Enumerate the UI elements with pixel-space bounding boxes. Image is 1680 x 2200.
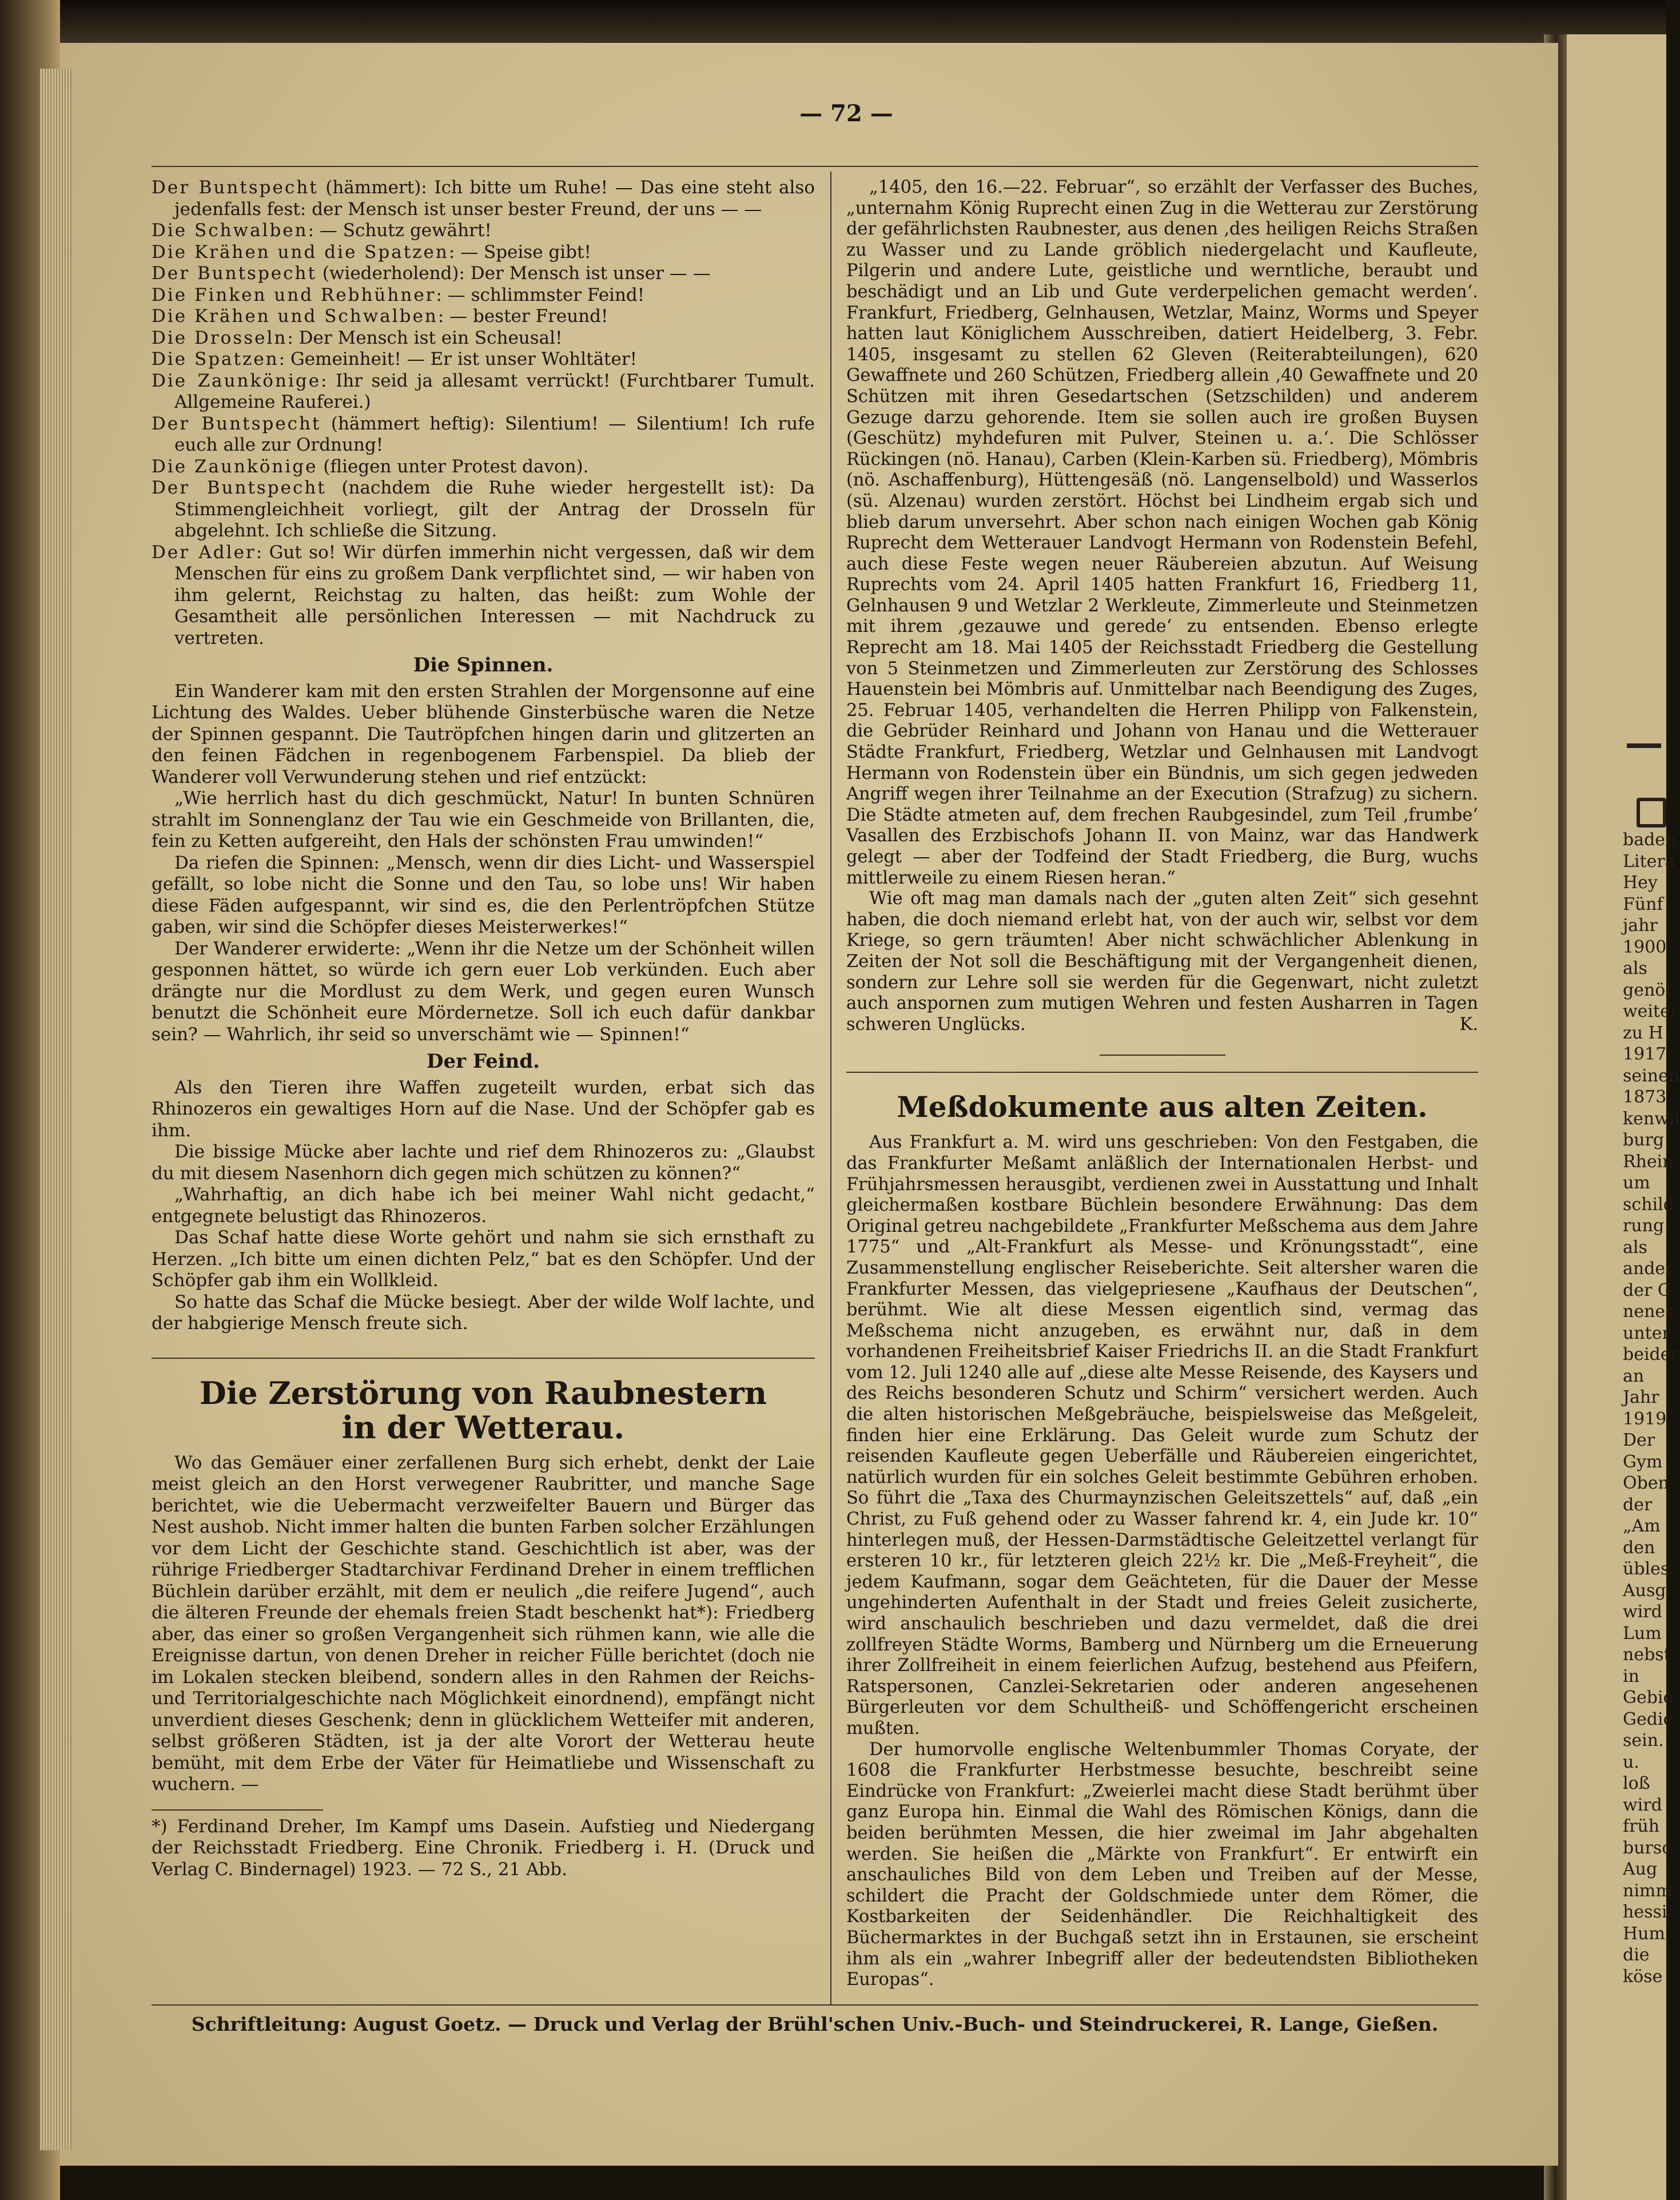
next-page-fragment: Gym [1623,1451,1663,1472]
paragraph: Die bissige Mücke aber lachte und rief dem Rhinozeros zu: „Glaubst du mit diesem Nasenhorn dich gegen mich schützen zu können?“ [152,1141,815,1184]
next-page-fragment: Fünf [1623,894,1663,914]
dialogue-speaker: Der Buntspecht [152,263,317,284]
next-page-fragment: Ausg [1623,1580,1666,1601]
section-separator-long [846,1072,1478,1073]
feind-text [152,1077,815,1335]
next-page-fragment: wird [1623,1602,1662,1622]
next-page-fragment: nenes [1623,1302,1674,1322]
next-page-fragment: 1917 [1623,1044,1667,1064]
next-page-fragment: kenwil [1623,1108,1680,1129]
next-page-fragment: zu H [1623,1023,1663,1043]
next-page-fragment: als [1623,958,1647,978]
footer-rule [152,2004,1478,2006]
next-page-fragment: burg [1623,1130,1665,1150]
next-page-fragment: Oben [1623,1473,1669,1493]
dialogue-text: : — Speise gibt! [448,241,591,262]
page-number: — 72 — [799,100,893,127]
next-page-fragment: u. [1623,1752,1639,1772]
next-page-fragment: wird [1623,1795,1662,1815]
dialogue-text: : — schlimmster Feind! [436,284,645,305]
next-page-fragment: früh [1623,1816,1660,1836]
left-column [152,177,815,1880]
next-page-fragment: 1919 [1623,1409,1667,1429]
dialogue-text: : Gut so! Wir dürfen immerhin nicht vergessen, daß wir dem Menschen für eins zu großem Dank verpflichtet sind, — wir haben von ihm gelernt, Reichstag zu halten, das heißt: zum Wohle der Gesamtheit alle persönlichen Interessen — mit Nachdruck zu vertreten. [174,542,815,649]
article-body: Wo das Gemäuer einer zerfallenen Burg sich erhebt, denkt der Laie meist gleich an den Horst verwegener Raubritter, und manche Sage berichtet, wie die Uebermacht verzweifelter Bauern und Bürger das Nest aushob. Nicht immer halten die bunten Farben solcher Erzählungen vor dem Licht der Geschichte stand. Geschichtlich ist aber, was der rührige Friedberger Stadtarchivar Ferdinand Dreher in einem trefflichen Büchlein darüber erzählt, mit dem er neulich „die reifere Jugend“, auch die älteren Freunde der ehemals freien Stadt beschenkt hat*): Friedberg aber, das einer so großen Vergangenheit sich rühmen kann, wie alle die Ereignisse dartun, von denen Dreher in reicher Fülle berichtet (doch nie im Lokalen stecken bleibend, sondern alles in den Rahmen der Reichs- und Territorialgeschichte nach Möglichkeit einordnend), empfängt nicht unverdient dieses Geschenk; denn in glücklichem Wetteifer mit anderen, selbst größeren Städten, ist ja der alte Vorort der Wetterau heute bemüht, mit dem Erbe der Väter für Heimatliebe und Wissenschaft zu wuchern. — [152,1452,815,1795]
article-title-messdokumente: Meßdokumente aus alten Zeiten. [897,1090,1428,1124]
right-column [846,177,1478,1991]
article-continued-paragraph: „1405, den 16.—22. Februar“, so erzählt der Verfasser des Buches, „unternahm König Ruprecht einen Zug in die Wetterau zur Zerstörung der gefährlichsten Raubnester, aus denen ‚des heiligen Reichs Straßen zu Wasser und zu Lande gröblich niedergelacht und Kaufleute, Pilgerin und andere Lute, geistliche und werntliche, beraubt und beschädigt und an Lib und Gute verderpelichen gemacht werden‘. Frankfurt, Friedberg, Gelnhausen, Wetzlar, Mainz, Worms und Speyer hatten laut Königlichem Ausschreiben, datiert Heidelberg, 3. Febr. 1405, insgesamt zu stellen 62 Gleven (Reiterabteilungen), 620 Gewaffnete und 260 Schützen, Friedberg allein ‚40 Gewaffnete und 20 Schützen mit ihren Gesedartschen (Setzschilden) und anderem Gezuge darzu gehorende. Item sie sollen auch ire großen Buysen (Geschütz) myhdefuren mit Pulver, Steinen u. a.‘. Die Schlösser Rückingen (nö. Hanau), Carben (Klein-Karben sü. Friedberg), Mömbris (nö. Aschaffenburg), Hüttengesäß (nö. Langenselbold) und Wasserlos (sü. Alzenau) wurden zerstört. Höchst bei Lindheim ergab sich und blieb darum unversehrt. Aber schon nach einigen Wochen gab König Ruprecht dem Wetterauer Landvogt Hermann von Rodenstein Befehl, auch diese Feste wegen neuer Räubereien abzutun. Auf Weisung Ruprechts vom 24. April 1405 hatten Frankfurt 16, Friedberg 11, Gelnhausen 9 und Wetzlar 2 Werkleute, Zimmerleute und Steinmetzen mit ihrem ‚gezauwe und gerede‘ zu entsenden. Ebenso erlegte Reprecht am 18. Mai 1405 der Reichsstadt Friedberg die Gestellung von 5 Steinmetzen und Zimmerleuten zur Zerstörung des Schlosses Hauenstein bei Mömbris auf. Unmittelbar nach Beendigung des Zuges, 25. Februar 1405, verhandelten die Herren Philipp von Falkenstein, die Gebrüder Reinhard und Johann von Hanau und die Wetterauer Städte Frankfurt, Friedberg, Wetzlar und Gelnhausen mit Landvogt Hermann von Rodenstein über ein Bündnis, um sich gegen jedweden Angriff wegen ihrer Teilnahme an der Execution (Strafzug) zu sichern. Die Städte atmeten auf, dem frechen Raubgesindel, zum Teil ‚frumbe‘ Vasallen des Erzbischofs Johann II. von Mainz, war das Handwerk gelegt — aber der Todfeind der Stadt Friedberg, die Burg, wuchs mittlerweile zu einem Riesen heran.“ [846,177,1478,888]
next-page-fragment: an [1623,1366,1645,1386]
section-separator-short [1100,1055,1225,1056]
next-page-fragment: sein. [1623,1730,1664,1751]
next-page-fragment: als [1623,1237,1647,1258]
next-page-fragment: nebst [1623,1645,1671,1665]
dialogue-speaker: Der Buntspecht [152,478,327,498]
article-closing-paragraph [846,889,1478,1035]
dialogue-text: (nachdem die Ruhe wieder hergestellt ist): Da Stimmengleichheit vorliegt, gilt der Antrag der Drosseln für abgelehnt. Ich schließe die Sitzung. [174,478,815,541]
column-divider [830,172,831,2004]
dialogue-text: : — bester Freund! [437,306,608,327]
article-title-line-1: Die Zerstörung von Raubnestern [199,1374,767,1411]
paragraph: „Wahrhaftig, an dich habe ich bei meiner Wahl nicht gedacht,“ entgegnete belustigt das Rhinozeros. [152,1184,815,1227]
dialogue-line [152,242,815,264]
spinnen-text [152,681,815,1046]
next-page-fragment: Litera [1623,851,1675,872]
dialogue-line [152,220,815,242]
dialogue-speaker: Der Buntspecht [152,413,321,434]
next-page-fragment: schild [1623,1194,1674,1215]
next-page-fragment: „Am [1623,1516,1661,1536]
messdokumente-paragraph-2: Der humorvolle englische Weltenbummler Thomas Coryate, der 1608 die Frankfurter Herbstmesse besuchte, beschreibt seine Eindrücke von Frankfurt: „Zweierlei macht diese Stadt berühmt über ganz Europa hin. Einmal die Wahl des Römischen Königs, dann die beiden berühmten Messen, die hier zweimal im Jahr abgehalten werden. Sie heißen die „Märkte von Frankfurt“. Er entwirft ein anschauliches Bild von dem Leben und Treiben auf der Messe, schildert die Pracht der Goldschmiede unter dem Römer, die Kostbarkeiten der Seidenhändler. Die Reichhaltigkeit des Büchermarktes in der Buchgaß setzt ihn in Erstaunen, sie erscheint ihm als ein „wahrer Inbegriff aller der bedeutendsten Bibliotheken Europas“. [846,1739,1478,1990]
paragraph: So hatte das Schaf die Mücke besiegt. Aber der wilde Wolf lachte, und der habgierige Mensch freute sich. [152,1291,815,1334]
next-page-fragment: Hum [1623,1923,1665,1944]
next-page-fragment: den [1623,1537,1655,1558]
next-page-fragment: der G [1623,1280,1671,1300]
paragraph: Als den Tieren ihre Waffen zugeteilt wurden, erbat sich das Rhinozeros ein gewaltiges Horn auf die Nase. Und der Schöpfer gab es ihm. [152,1077,815,1141]
next-page-fragment: Lum [1623,1623,1662,1644]
next-page-fragment: ander [1623,1259,1674,1279]
footnote-rule [152,1809,323,1811]
dialogue-text: (hämmert heftig): Silentium! — Silentium! Ich rufe euch alle zur Ordnung! [174,413,815,455]
next-page-heading-fragment-1 [1627,743,1661,782]
section-title-spinnen: Die Spinnen. [413,654,554,677]
next-page-fragment: 1873 [1623,1087,1667,1107]
next-page-fragment: Gebie [1623,1688,1674,1708]
next-page-fragment: die [1623,1945,1650,1965]
next-page-fragment: loß [1623,1773,1650,1793]
next-page-fragment: 1900 [1623,937,1667,957]
dialogue-speaker: Die Finken und Rebhühner [152,284,436,305]
next-page-fragment: Der [1623,1430,1655,1450]
next-page-fragment: Rhein [1623,1151,1674,1172]
next-page-fragment: Aug [1623,1859,1658,1879]
dialogue-line [152,177,815,220]
next-page-heading-fragment-2 [1637,798,1666,828]
messdokumente-paragraph-1: Aus Frankfurt a. M. wird uns geschrieben: Von den Festgaben, die das Frankfurter Meßamt anläßlich der Internationalen Herbst- und Frühjahrsmessen herausgibt, verdienen zwei in Ausstattung und Inhalt gleichermaßen kostbare Büchlein besondere Erwähnung: Das dem Original getreu nachgebildete „Frankfurter Meßschema aus dem Jahre 1775“ und „Alt-Frankfurt als Messe- und Krönungsstadt“, eine Zusammenstellung englischer Reiseberichte. Seit altersher waren die Frankfurter Messen, das vielgepriesene „Kaufhaus der Deutschen“, berühmt. Wie alt diese Messen eigentlich sind, vermag das Meßschema nicht anzugeben, es erwähnt nur, daß in dem vorhandenen Freiheitsbrief Kaiser Friedrichs II. an die Stadt Frankfurt vom 12. Juli 1240 alle auf „diese alte Messe Reisende, des Kaysers und des Reichs besonderen Schutz und Schirm“ versichert werden. Auch die alten historischen Meßgebräuche, beispielsweise das Meßgeleit, finden hier eine Erklärung. Das Geleit wurde zum Schutz der reisenden Kaufleute gegen Ueberfälle und Räubereien eingerichtet, natürlich wurden für ein solches Geleit bestimmte Gebühren erhoben. So führt die „Taxa des Churmaynzischen Geleitszettels“ auf, daß „ein Christ, zu Fuß gehend oder zu Wasser fahrend kr. 4, ein Jude kr. 10“ hinterlegen muß, der Hessen-Darmstädtische Geleitzettel verlangt für ersteren 10 kr., für letzteren gleich 22½ kr. Die „Meß-Freyheit“, die jedem Kaufmann, sogar dem Geächteten, für die Dauer der Messe ungehinderten Aufenthalt in der Stadt und freies Geleit zusicherte, wird anschaulich beschrieben und dazu vermeldet, daß die drei zollfreyen Städte Worms, Bamberg und Nürnberg um die Erneuerung ihrer Zollfreiheit in einem feierlichen Aufzug, bestehend aus Pfeifern, Ratspersonen, Canzlei-Sekretarien oder anderen angesehenen Bürgerleuten vor dem Schultheiß- und Schöffengericht erscheinen mußten. [846,1132,1478,1738]
dialogue-speaker: Die Krähen und Schwalben [152,306,438,327]
next-page-fragment: der [1623,1494,1653,1515]
dialogue-text: : Der Mensch ist ein Scheusal! [287,327,563,348]
author-signature: K. [1459,1014,1478,1035]
paragraph: Der Wanderer erwiderte: „Wenn ihr die Netze um der Schönheit willen gesponnen hättet, so würde ich gern euer Lob verkünden. Euch aber drängte nur die Mordlust zu dem Werk, und gegen euren Wunsch benutzt die Schönheit eure Mördernetze. Soll ich euch dafür dankbar sein? — Wahrlich, ihr seid so unverschämt wie — Spinnen!“ [152,938,815,1045]
next-page-fragment: Hey [1623,873,1658,893]
bird-dialogue [152,177,815,649]
dialogue-text: (hämmert): Ich bitte um Ruhe! — Das eine steht also jedenfalls fest: der Mensch ist unser bester Freund, der uns — — [174,177,815,220]
dialogue-line [152,328,815,349]
dialogue-line [152,413,815,456]
dialogue-text: : Ihr seid ja allesamt verrückt! (Furchtbarer Tumult. Allgemeine Rauferei.) [174,370,815,412]
next-page-fragment: übles [1623,1559,1670,1579]
dialogue-text: (fliegen unter Protest davon). [317,456,589,477]
dialogue-line [152,478,815,542]
section-title-feind: Der Feind. [426,1050,540,1073]
next-page-fragment: seinen [1623,1065,1680,1086]
dialogue-speaker: Der Adler [152,542,256,563]
next-page-fragment: genöf [1623,980,1672,1000]
next-page-fragment: rung [1623,1216,1665,1236]
dialogue-line [152,349,815,371]
dialogue-speaker: Der Buntspecht [152,177,319,198]
dialogue-line [152,285,815,307]
section-separator [152,1358,815,1359]
next-page-fragment: Jahr [1623,1387,1659,1407]
footnote: *) Ferdinand Dreher, Im Kampf ums Dasein. Aufstieg und Niedergang der Reichsstadt Friedberg. Eine Chronik. Friedberg i. H. (Druck und Verlag C. Bindernagel) 1923. — 72 S., 21 Abb. [152,1816,815,1880]
dialogue-line [152,306,815,328]
next-page-fragment: bursc [1623,1837,1672,1858]
dialogue-text: (wiederholend): Der Mensch ist unser — — [316,263,711,284]
next-page-fragment: hessi [1623,1902,1667,1922]
dialogue-line [152,542,815,650]
paragraph: „Wie herrlich hast du dich geschmückt, Natur! In bunten Schnüren strahlt im Sonnenglanz der Tau wie ein Geschmeide von Brillanten, die, fein zu Ketten aufgereiht, den Hals der schönsten Frau umwinden!“ [152,788,815,852]
book-top-edge [0,0,1666,43]
dialogue-speaker: Die Zaunkönige [152,456,318,477]
next-page-fragment: weiter [1623,1001,1679,1021]
next-page-fragment: baden [1623,830,1677,850]
closing-text: Wie oft mag man damals nach der „guten alten Zeit“ sich gesehnt haben, die doch niemand erlebt hat, von der auch wir, selbst vor dem Kriege, so gern träumten! Aber nicht schwächlicher Ablenkung in Zeiten der Not soll die Beschäftigung mit der Vergangenheit dienen, sondern zur Lehre soll sie werden für die Gegenwart, nicht zuletzt auch anspornen zum mutigen Wehren und festen Ausharren in Tagen schweren Unglücks. [846,889,1478,1035]
paragraph: Da riefen die Spinnen: „Mensch, wenn dir dies Licht- und Wasserspiel gefällt, so lobe nicht die Sonne und den Tau, so lobe uns! Wir haben diese Fäden aufgespannt, wir sind es, die den Perlentröpfchen Stütze gaben, wir sind die Schöpfer dieses Meisterwerkes!“ [152,852,815,937]
next-page-fragment: köse [1623,1966,1663,1987]
dialogue-speaker: Die Krähen und die Spatzen [152,241,449,262]
next-page-fragment: jahr [1623,916,1658,936]
dialogue-line [152,263,815,285]
dialogue-text: : — Schutz gewährt! [308,220,492,241]
next-page-fragment: unter [1623,1323,1670,1343]
imprint-footer: Schriftleitung: August Goetz. — Druck und Verlag der Brühl'schen Univ.-Buch- und Steindruckerei, R. Lange, Gießen. [191,2013,1439,2035]
next-page-fragment: Gedic [1623,1709,1673,1729]
next-page-fragment: beider [1623,1344,1679,1364]
next-page-fragment: um [1623,1173,1650,1193]
dialogue-text: : Gemeinheit! — Er ist unser Wohltäter! [278,349,638,369]
dialogue-speaker: Die Drosseln [152,327,288,348]
next-page-fragment: nimm [1623,1880,1672,1901]
paragraph: Ein Wanderer kam mit den ersten Strahlen der Morgensonne auf eine Lichtung des Waldes. Ueber blühende Ginsterbüsche waren die Netze der Spinnen gespannt. Die Tautröpfchen hingen darin und glitzerten an den feinen Fädchen in regenbogenem Farbenspiel. Da blieb der Wanderer voll Verwunderung stehen und rief entzückt: [152,681,815,787]
header-rule [152,166,1478,167]
dialogue-line [152,456,815,478]
dialogue-speaker: Die Spatzen [152,349,279,369]
dialogue-line [152,371,815,413]
article-title-line-2: in der Wetterau. [341,1409,625,1446]
paragraph: Das Schaf hatte diese Worte gehört und nahm sie sich ernsthaft zu Herzen. „Ich bitte um einen dichten Pelz,“ bat es den Schöpfer. Und der Schöpfer gab ihm ein Wollkleid. [152,1227,815,1291]
dialogue-speaker: Die Schwalben [152,220,308,241]
page-stack-edges [40,69,71,2150]
next-page-text-fragments [1623,829,1680,1987]
next-page-fragment: in [1623,1666,1639,1686]
dialogue-speaker: Die Zaunkönige [152,370,321,391]
